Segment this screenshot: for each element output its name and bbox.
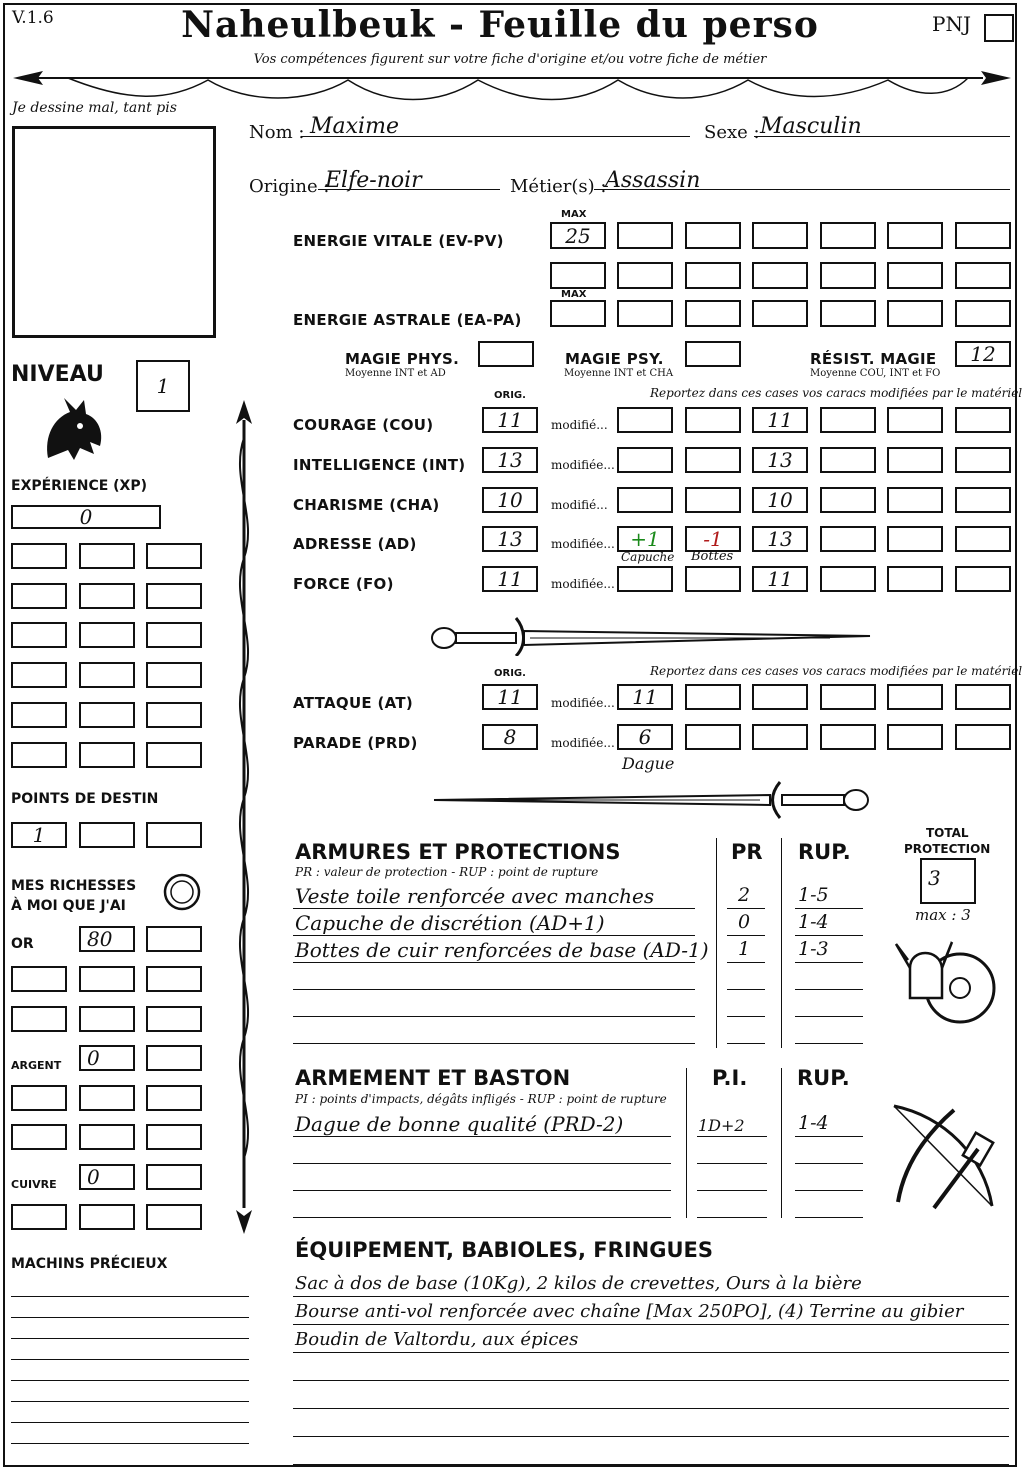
arme-pi-line	[697, 1136, 767, 1137]
orig-label: ORIG.	[494, 390, 526, 401]
magie-psy-sub: Moyenne INT et CHA	[564, 368, 674, 379]
spear-icon	[226, 398, 262, 1238]
armure-pr[interactable]: 0	[738, 911, 751, 933]
equipement-item[interactable]: Bourse anti-vol renforcée avec chaîne [Max 250PO], (4) Terrine au gibier	[295, 1301, 964, 1322]
at-box[interactable]	[887, 684, 943, 710]
armure-pr[interactable]: 2	[738, 884, 751, 906]
arme-rup-line	[795, 1190, 863, 1191]
magie-phys-label: MAGIE PHYS.	[345, 350, 460, 368]
armure-pr-line	[727, 935, 765, 936]
stat-orig-box[interactable]: 11	[482, 566, 538, 592]
ev-box[interactable]	[955, 262, 1011, 289]
equipement-title: ÉQUIPEMENT, BABIOLES, FRINGUES	[295, 1238, 713, 1262]
ea-box[interactable]	[617, 300, 673, 327]
ea-box[interactable]	[887, 300, 943, 327]
armure-name[interactable]: Bottes de cuir renforcées de base (AD-1)	[295, 938, 709, 962]
prd-note: Dague	[622, 754, 675, 773]
armement-note: PI : points d'impacts, dégâts infligés - RUP : point de rupture	[295, 1092, 667, 1106]
total-label-1: TOTAL	[926, 826, 969, 840]
total-protection-box[interactable]: 3	[920, 858, 976, 904]
or-box[interactable]	[11, 966, 67, 992]
xp-box[interactable]: 0	[11, 505, 161, 529]
prd-box[interactable]	[752, 724, 808, 750]
magie-psy-box[interactable]	[685, 341, 741, 367]
armures-note: PR : valeur de protection - RUP : point de rupture	[295, 865, 599, 879]
dragon-icon	[40, 396, 106, 466]
pnj-checkbox[interactable]	[984, 14, 1014, 42]
armement-divider	[781, 1068, 782, 1218]
sexe-value[interactable]: Masculin	[760, 114, 862, 139]
armement-divider	[686, 1068, 687, 1218]
at-box[interactable]	[752, 684, 808, 710]
equipement-item[interactable]: Sac à dos de base (10Kg), 2 kilos de crevettes, Ours à la bière	[295, 1273, 862, 1294]
prd-box[interactable]	[955, 724, 1011, 750]
armures-title: ARMURES ET PROTECTIONS	[295, 840, 621, 864]
stat-box[interactable]	[955, 407, 1011, 433]
at-orig-box[interactable]: 11	[482, 684, 538, 710]
xp-box[interactable]	[146, 622, 202, 648]
armure-name[interactable]: Veste toile renforcée avec manches	[295, 884, 655, 908]
stat-box[interactable]	[617, 566, 673, 592]
total-label-2: PROTECTION	[904, 842, 991, 856]
stat-box[interactable]	[617, 447, 673, 473]
at-box[interactable]	[685, 684, 741, 710]
arme-rup-line	[795, 1217, 863, 1218]
ev-box[interactable]	[752, 262, 808, 289]
stat-box[interactable]	[887, 487, 943, 513]
arme-pi-line	[697, 1217, 767, 1218]
xp-box[interactable]	[146, 702, 202, 728]
armure-line	[293, 989, 695, 990]
equipement-line	[293, 1324, 1009, 1325]
xp-box[interactable]	[79, 742, 135, 768]
stat-box[interactable]	[887, 566, 943, 592]
xp-box[interactable]	[79, 662, 135, 688]
equipement-line	[293, 1436, 1009, 1437]
sword-icon	[430, 778, 875, 822]
arme-rup-line	[795, 1136, 863, 1137]
or-box[interactable]: 80	[79, 926, 135, 952]
xp-box[interactable]	[11, 742, 67, 768]
armement-rup-header: RUP.	[797, 1066, 850, 1090]
at-box[interactable]	[955, 684, 1011, 710]
xp-box[interactable]	[146, 662, 202, 688]
arme-pi[interactable]: 1D+2	[698, 1116, 745, 1135]
stat-box[interactable]	[955, 447, 1011, 473]
stat-orig-box[interactable]: 11	[482, 407, 538, 433]
metier-label: Métier(s) :	[510, 176, 607, 197]
at-box[interactable]: 11	[617, 684, 673, 710]
or-box[interactable]	[79, 1006, 135, 1032]
equipement-item[interactable]: Boudin de Valtordu, aux épices	[295, 1329, 579, 1350]
cuivre-box[interactable]	[79, 1204, 135, 1230]
ev-box[interactable]	[887, 222, 943, 249]
prd-label: PARADE (PRD)	[293, 734, 418, 752]
armure-name[interactable]: Capuche de discrétion (AD+1)	[295, 911, 605, 935]
armures-divider	[716, 838, 717, 1048]
stat-label: FORCE (FO)	[293, 575, 394, 593]
sword-icon	[430, 612, 875, 656]
magie-phys-sub: Moyenne INT et AD	[345, 368, 446, 379]
argent-box[interactable]	[79, 1124, 135, 1150]
combat-report-note: Reportez dans ces cases vos caracs modifiées par le matériel	[650, 664, 1023, 678]
at-label: ATTAQUE (AT)	[293, 694, 414, 712]
ev-box[interactable]	[685, 262, 741, 289]
stat-mod-label: modifiée...	[551, 537, 615, 551]
stat-box[interactable]	[685, 407, 741, 433]
pnj-label: PNJ	[932, 12, 971, 36]
destin-box[interactable]	[146, 822, 202, 848]
ad-note-capuche: Capuche	[621, 550, 675, 564]
prd-box[interactable]: 6	[617, 724, 673, 750]
ev-box[interactable]	[752, 222, 808, 249]
helmet-shield-icon	[890, 928, 1000, 1038]
armure-line	[293, 908, 695, 909]
precieux-line[interactable]	[11, 1338, 249, 1339]
origine-label: Origine :	[249, 176, 330, 197]
stat-orig-box[interactable]: 10	[482, 487, 538, 513]
stat-box[interactable]	[617, 407, 673, 433]
arme-line	[293, 1190, 671, 1191]
ea-box[interactable]	[685, 300, 741, 327]
arme-rup-line	[795, 1163, 863, 1164]
ev-box[interactable]	[820, 222, 876, 249]
armure-rup-line	[795, 1016, 863, 1017]
version-label: V.1.6	[12, 8, 54, 28]
stat-mod-label: modifié...	[551, 498, 608, 512]
ev-box[interactable]	[955, 222, 1011, 249]
armure-rup-line	[795, 935, 863, 936]
stat-box[interactable]	[887, 447, 943, 473]
cuivre-box[interactable]: 0	[79, 1164, 135, 1190]
armure-pr-line	[727, 1043, 765, 1044]
armure-pr-line	[727, 989, 765, 990]
stat-box[interactable]	[617, 487, 673, 513]
ev-max-box[interactable]: 25	[550, 222, 606, 249]
nom-label: Nom :	[249, 122, 305, 143]
niveau-label: NIVEAU	[11, 362, 104, 387]
cuivre-box[interactable]	[146, 1204, 202, 1230]
or-label: OR	[11, 936, 34, 952]
destin-box[interactable]	[79, 822, 135, 848]
precieux-line[interactable]	[11, 1317, 249, 1318]
equipement-line	[293, 1380, 1009, 1381]
stat-orig-box[interactable]: 13	[482, 447, 538, 473]
stat-mod-label: modifiée...	[551, 577, 615, 591]
armure-rup-line	[795, 1043, 863, 1044]
stat-box[interactable]	[887, 407, 943, 433]
stat-box[interactable]	[820, 447, 876, 473]
arme-line	[293, 1217, 671, 1218]
ad-note-bottes: Bottes	[691, 549, 734, 564]
cuivre-label: CUIVRE	[11, 1178, 57, 1191]
armure-rup[interactable]: 1-5	[798, 884, 829, 906]
precieux-line[interactable]	[11, 1401, 249, 1402]
sheet-subtitle: Vos compétences figurent sur votre fiche d'origine et/ou votre fiche de métier	[253, 52, 767, 67]
ev-box[interactable]	[820, 262, 876, 289]
prd-mod-label: modifiée...	[551, 736, 615, 750]
sheet-title: Naheulbeuk - Feuille du perso	[181, 4, 819, 46]
nom-value[interactable]: Maxime	[310, 114, 399, 139]
xp-box[interactable]	[146, 583, 202, 609]
ev-box[interactable]	[550, 262, 606, 289]
argent-box[interactable]	[11, 1124, 67, 1150]
ev-box[interactable]	[617, 262, 673, 289]
xp-label: EXPÉRIENCE (XP)	[11, 478, 148, 494]
xp-box[interactable]	[79, 622, 135, 648]
xp-box[interactable]	[79, 543, 135, 569]
arme-pi-line	[697, 1163, 767, 1164]
stat-box[interactable]: -1	[685, 526, 741, 552]
prd-box[interactable]	[820, 724, 876, 750]
xp-box[interactable]	[79, 583, 135, 609]
ea-box[interactable]	[955, 300, 1011, 327]
cuivre-box[interactable]	[11, 1204, 67, 1230]
stat-box[interactable]: 11	[752, 407, 808, 433]
armures-rup-header: RUP.	[798, 840, 851, 864]
niveau-box[interactable]: 1	[136, 360, 190, 412]
stat-box[interactable]	[820, 526, 876, 552]
argent-box[interactable]	[146, 1124, 202, 1150]
arme-pi-line	[697, 1190, 767, 1191]
xp-box[interactable]	[146, 543, 202, 569]
stat-box[interactable]: 13	[752, 447, 808, 473]
stat-mod-label: modifié...	[551, 418, 608, 432]
armement-title: ARMEMENT ET BASTON	[295, 1066, 571, 1090]
prd-box[interactable]	[685, 724, 741, 750]
stat-label: COURAGE (COU)	[293, 416, 434, 434]
stat-box[interactable]	[955, 566, 1011, 592]
ev-box[interactable]	[617, 222, 673, 249]
armure-rup-line	[795, 962, 863, 963]
sexe-label: Sexe :	[704, 122, 760, 143]
weapons-icon	[884, 1096, 1004, 1216]
armure-line	[293, 1016, 695, 1017]
armures-pr-header: PR	[731, 840, 763, 864]
ev-label: ENERGIE VITALE (EV-PV)	[293, 232, 504, 250]
precieux-line[interactable]	[11, 1443, 249, 1444]
stat-box[interactable]	[820, 407, 876, 433]
argent-label: ARGENT	[11, 1059, 62, 1072]
stat-box[interactable]	[955, 526, 1011, 552]
xp-box[interactable]	[146, 742, 202, 768]
resist-magie-label: RÉSIST. MAGIE	[810, 350, 937, 368]
xp-box[interactable]	[79, 702, 135, 728]
ea-max-label: MAX	[561, 289, 587, 300]
precieux-line[interactable]	[11, 1359, 249, 1360]
armure-pr-line	[727, 1016, 765, 1017]
metier-value[interactable]: Assassin	[605, 168, 701, 193]
resist-magie-sub: Moyenne COU, INT et FO	[810, 368, 941, 379]
stat-label: INTELLIGENCE (INT)	[293, 456, 466, 474]
or-box[interactable]	[146, 966, 202, 992]
cuivre-box[interactable]	[146, 1164, 202, 1190]
origine-value[interactable]: Elfe-noir	[325, 168, 422, 193]
combat-orig-label: ORIG.	[494, 668, 526, 679]
equipement-line	[293, 1408, 1009, 1409]
argent-box[interactable]: 0	[79, 1045, 135, 1071]
armure-line	[293, 935, 695, 936]
prd-box[interactable]	[887, 724, 943, 750]
stat-box[interactable]	[685, 566, 741, 592]
or-box[interactable]	[11, 1006, 67, 1032]
stat-mod-label: modifiée...	[551, 458, 615, 472]
xp-box[interactable]	[11, 622, 67, 648]
magie-phys-box[interactable]	[478, 341, 534, 367]
armure-pr[interactable]: 1	[738, 938, 751, 960]
stat-box[interactable]	[685, 447, 741, 473]
armure-rup[interactable]: 1-4	[798, 911, 829, 933]
stat-box[interactable]: 10	[752, 487, 808, 513]
stat-box[interactable]	[820, 487, 876, 513]
stat-label: CHARISME (CHA)	[293, 496, 440, 514]
armure-line	[293, 1043, 695, 1044]
arme-rup[interactable]: 1-4	[798, 1112, 829, 1134]
arme-line	[293, 1163, 671, 1164]
ea-box[interactable]	[820, 300, 876, 327]
armure-pr-line	[727, 962, 765, 963]
stat-box[interactable]	[820, 566, 876, 592]
destin-label: POINTS DE DESTIN	[11, 791, 159, 807]
xp-box[interactable]	[11, 543, 67, 569]
portrait-box[interactable]	[12, 126, 216, 338]
portrait-caption: Je dessine mal, tant pis	[12, 100, 177, 116]
ea-box[interactable]	[752, 300, 808, 327]
precieux-line[interactable]	[11, 1380, 249, 1381]
armure-pr-line	[727, 908, 765, 909]
max-note: max : 3	[915, 906, 971, 924]
precieux-line[interactable]	[11, 1296, 249, 1297]
precieux-label: MACHINS PRÉCIEUX	[11, 1256, 168, 1272]
armure-line	[293, 962, 695, 963]
coin-icon	[162, 872, 202, 912]
ea-max-box[interactable]	[550, 300, 606, 327]
resist-magie-box[interactable]: 12	[955, 341, 1011, 367]
equipement-line	[293, 1464, 1009, 1465]
report-note: Reportez dans ces cases vos caracs modifiées par le matériel	[650, 386, 1023, 400]
armures-divider	[781, 838, 782, 1048]
prd-orig-box[interactable]: 8	[482, 724, 538, 750]
ev-box[interactable]	[685, 222, 741, 249]
equipement-line	[293, 1352, 1009, 1353]
argent-box[interactable]	[79, 1085, 135, 1111]
at-mod-label: modifiée...	[551, 696, 615, 710]
destin-box[interactable]: 1	[11, 822, 67, 848]
equipement-line	[293, 1296, 1009, 1297]
armure-rup[interactable]: 1-3	[798, 938, 829, 960]
xp-box[interactable]	[11, 662, 67, 688]
armure-rup-line	[795, 908, 863, 909]
armement-pi-header: P.I.	[712, 1066, 748, 1090]
xp-box[interactable]	[11, 702, 67, 728]
precieux-line[interactable]	[11, 1422, 249, 1423]
stat-box[interactable]	[685, 487, 741, 513]
or-box[interactable]	[79, 966, 135, 992]
stat-box[interactable]	[955, 487, 1011, 513]
stat-box[interactable]: 13	[752, 526, 808, 552]
ea-label: ENERGIE ASTRALE (EA-PA)	[293, 311, 522, 329]
argent-box[interactable]	[146, 1085, 202, 1111]
richesses-label-2: À MOI QUE J'AI	[11, 898, 126, 914]
argent-box[interactable]	[11, 1085, 67, 1111]
ev-box[interactable]	[887, 262, 943, 289]
armure-rup-line	[795, 989, 863, 990]
stat-box[interactable]	[887, 526, 943, 552]
arme-name[interactable]: Dague de bonne qualité (PRD-2)	[295, 1112, 624, 1136]
arme-line	[293, 1136, 671, 1137]
xp-box[interactable]	[11, 583, 67, 609]
stat-box[interactable]: 11	[752, 566, 808, 592]
argent-box[interactable]	[146, 1045, 202, 1071]
stat-box[interactable]: +1	[617, 526, 673, 552]
or-box[interactable]	[146, 1006, 202, 1032]
or-box[interactable]	[146, 926, 202, 952]
magie-psy-label: MAGIE PSY.	[565, 350, 664, 368]
richesses-label-1: MES RICHESSES	[11, 878, 137, 894]
stat-label: ADRESSE (AD)	[293, 535, 417, 553]
ev-max-label: MAX	[561, 209, 587, 220]
stat-orig-box[interactable]: 13	[482, 526, 538, 552]
at-box[interactable]	[820, 684, 876, 710]
